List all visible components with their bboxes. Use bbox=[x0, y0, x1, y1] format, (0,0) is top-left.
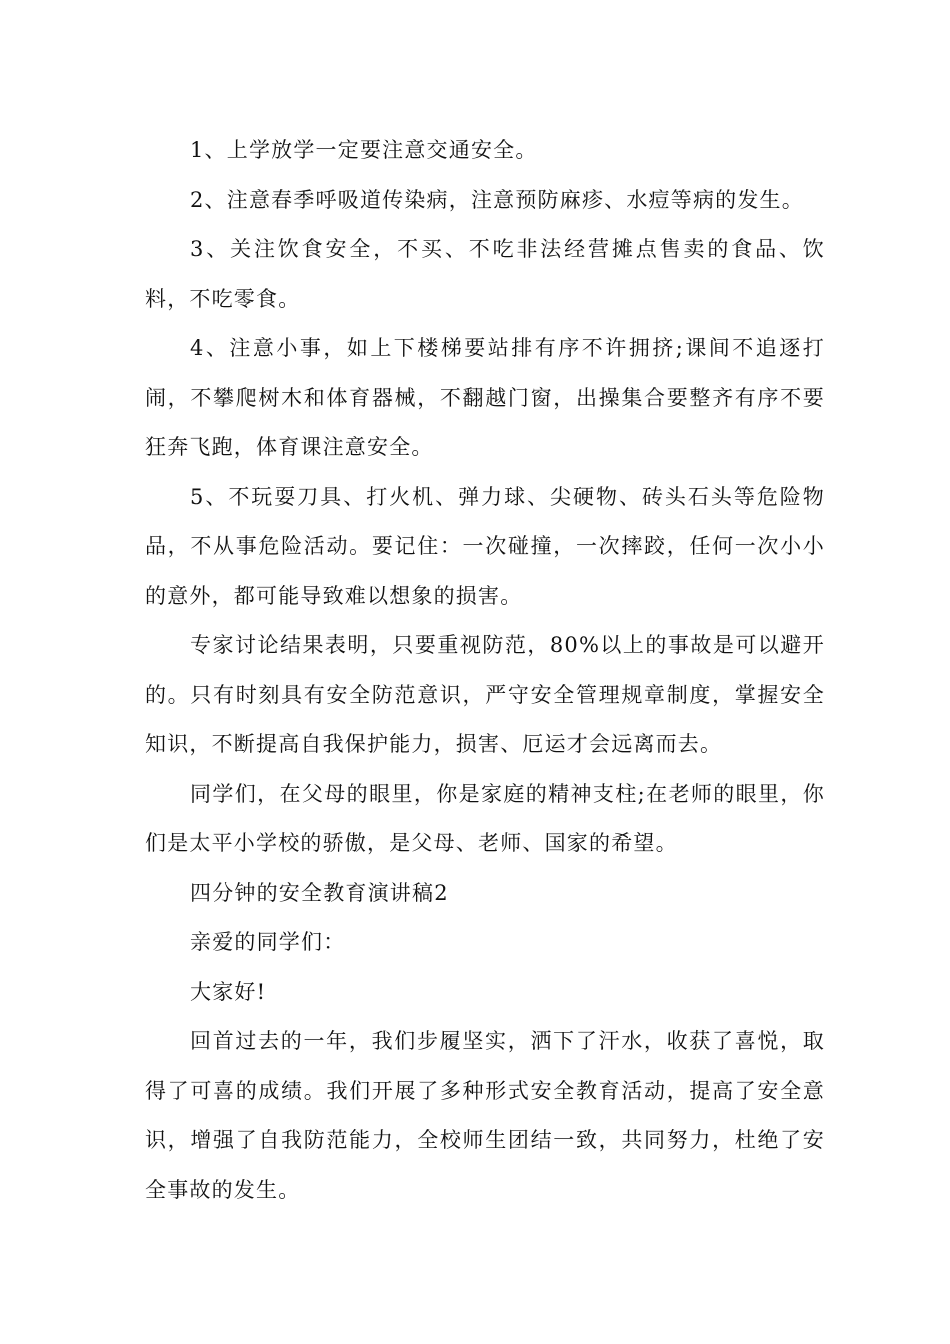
paragraph-review: 回首过去的一年，我们步履坚实，洒下了汗水，收获了喜悦，取得了可喜的成绩。我们开展了多种形式安全教育活动，提高了安全意识，增强了自我防范能力，全校师生团结一致，共同努力，杜绝了安全事故的发生。 bbox=[145, 1029, 825, 1202]
speech-title: 四分钟的安全教育演讲稿2 bbox=[190, 880, 449, 905]
paragraph-rule-2: 2、注意春季呼吸道传染病，注意预防麻疹、水痘等病的发生。 bbox=[190, 187, 804, 212]
paragraph-rule-3: 3、关注饮食安全，不买、不吃非法经营摊点售卖的食品、饮料，不吃零食。 bbox=[145, 237, 825, 311]
paragraph-rule-1: 1、上学放学一定要注意交通安全。 bbox=[190, 138, 538, 162]
paragraph-expert-findings: 专家讨论结果表明，只要重视防范，80%以上的事故是可以避开的。只有时刻具有安全防范意识，严守安全管理规章制度，掌握安全知识，不断提高自我保护能力，损害、厄运才会远离而去。 bbox=[145, 633, 825, 756]
salutation: 亲爱的同学们： bbox=[190, 930, 346, 954]
paragraph-rule-4: 4、注意小事，如上下楼梯要站排有序不许拥挤;课间不追逐打闹，不攀爬树木和体育器械，不翻越门窗，出操集合要整齐有序不要狂奔飞跑，体育课注意安全。 bbox=[145, 336, 825, 459]
document-page bbox=[145, 126, 825, 1215]
paragraph-students-hope: 同学们，在父母的眼里，你是家庭的精神支柱;在老师的眼里，你们是太平小学校的骄傲，是父母、老师、国家的希望。 bbox=[145, 781, 825, 855]
greeting: 大家好! bbox=[190, 979, 267, 1004]
paragraph-rule-5: 5、不玩耍刀具、打火机、弹力球、尖硬物、砖头石头等危险物品，不从事危险活动。要记住：一次碰撞，一次摔跤，任何一次小小的意外，都可能导致难以想象的损害。 bbox=[145, 484, 825, 608]
